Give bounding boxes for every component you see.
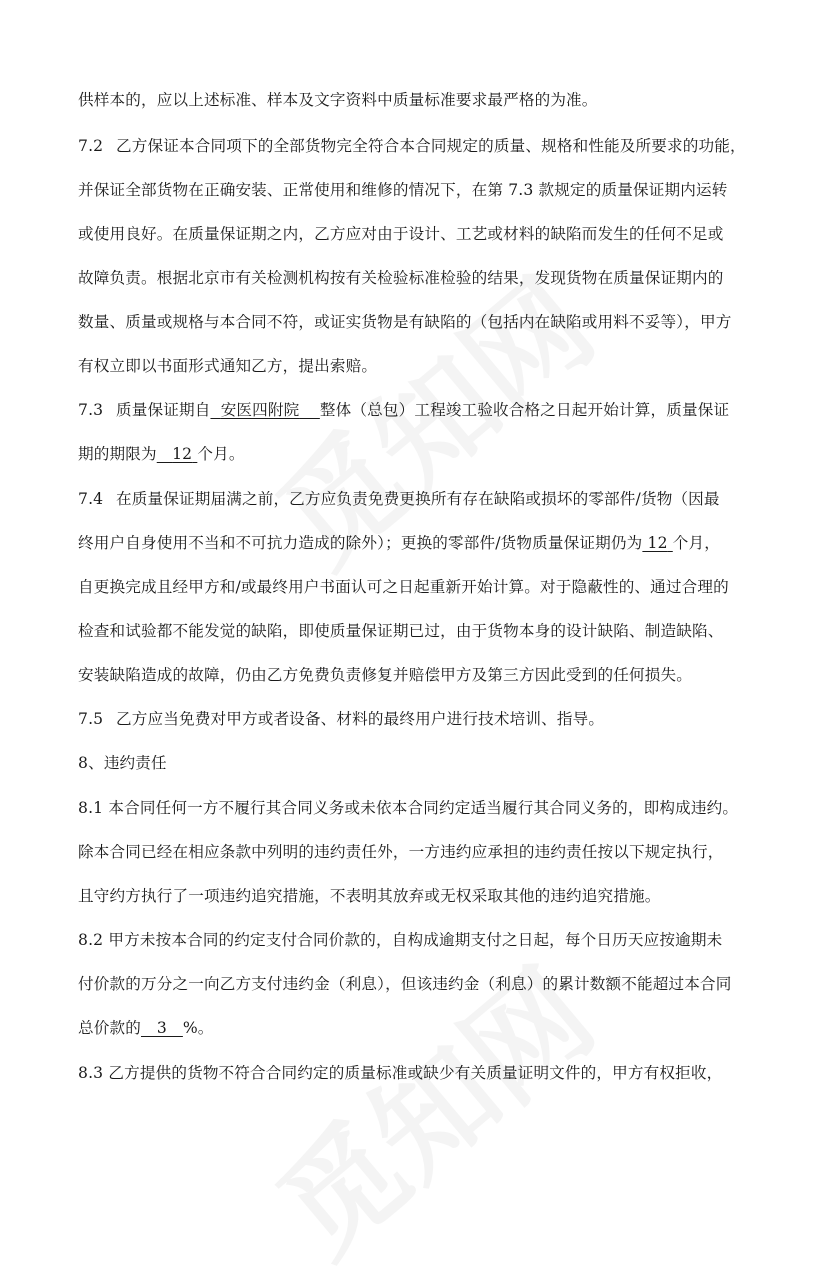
filled-blank xyxy=(157,445,198,463)
clause-text: 乙方应当免费对甲方或者设备、材料的最终用户进行技术培训、指导。 xyxy=(116,710,605,728)
clause-8-2: 8.2 甲方未按本合同的约定支付合同价款的，自构成逾期支付之日起，每个日历天应按逾期未 xyxy=(78,931,723,949)
text-line: 数量、质量或规格与本合同不符，或证实货物是有缺陷的（包括内在缺陷或用料不妥等），甲方 xyxy=(78,313,732,331)
text-line: 安装缺陷造成的故障，仍由乙方免费负责修复并赔偿甲方及第三方因此受到的任何损失。 xyxy=(78,666,693,684)
text-line: 或使用良好。在质量保证期之内，乙方应对由于设计、工艺或材料的缺陷而发生的任何不足或 xyxy=(78,225,724,243)
section-heading: 8、违约责任 xyxy=(78,754,167,772)
text-line: 故障负责。根据北京市有关检测机构按有关检验标准检验的结果，发现货物在质量保证期内的 xyxy=(78,269,724,287)
clause-7-4 xyxy=(78,489,768,509)
clause-text: 个月。 xyxy=(197,445,245,463)
text-line: 且守约方执行了一项违约追究措施，不表明其放弃或无权采取其他的违约追究措施。 xyxy=(78,887,661,905)
clause-number: 7.3 xyxy=(78,401,104,419)
text-line: 供样本的，应以上述标准、样本及文字资料中质量标准要求最严格的为准。 xyxy=(78,91,598,109)
text-line xyxy=(78,533,768,553)
clause-7-3 xyxy=(78,400,768,420)
clause-text: 终用户自身使用不当和不可抗力造成的除外）；更换的零部件/货物质量保证期仍为 xyxy=(78,534,643,552)
text-line xyxy=(78,1018,768,1038)
text-line: 并保证全部货物在正确安装、正常使用和维修的情况下，在第 7.3 款规定的质量保证期内运转 xyxy=(78,181,728,199)
clause-text: 乙方保证本合同项下的全部货物完全符合本合同规定的质量、规格和性能及所要求的功能， xyxy=(116,137,746,155)
text-line xyxy=(78,444,768,464)
clause-7-2 xyxy=(78,136,768,156)
clause-text: %。 xyxy=(182,1019,214,1037)
filled-blank xyxy=(642,534,672,552)
text-line: 付价款的万分之一向乙方支付违约金（利息），但该违约金（利息）的累计数额不能超过本合同 xyxy=(78,975,732,993)
clause-text: 个月， xyxy=(672,534,720,552)
clause-text: 在质量保证期届满之前，乙方应负责免费更换所有存在缺陷或损坏的零部件/货物（因最 xyxy=(116,490,720,508)
filled-value: __3__ xyxy=(140,1019,183,1037)
text-line: 检查和试验都不能发觉的缺陷，即使质量保证期已过，由于货物本身的设计缺陷、制造缺陷、 xyxy=(78,622,724,640)
clause-number: 7.4 xyxy=(78,490,104,508)
clause-number: 7.2 xyxy=(78,137,104,155)
clause-7-5 xyxy=(78,709,768,729)
clause-text: 整体（总包）工程竣工验收合格之日起开始计算，质量保证 xyxy=(319,401,730,419)
clause-text: 质量保证期自 xyxy=(116,401,211,419)
clause-8-3: 8.3 乙方提供的货物不符合合同约定的质量标准或缺少有关质量证明文件的，甲方有权拒收， xyxy=(78,1064,723,1082)
text-line: 有权立即以书面形式通知乙方，提出索赔。 xyxy=(78,357,378,375)
clause-text: 总价款的 xyxy=(78,1019,141,1037)
clause-8-1: 8.1 本合同任何一方不履行其合同义务或未依本合同约定适当履行其合同义务的，即构成违约。 xyxy=(78,799,739,817)
filled-value: 安医四附院 xyxy=(220,401,300,419)
filled-value: 12 xyxy=(647,534,668,552)
text-line: 除本合同已经在相应条款中列明的违约责任外，一方违约应承担的违约责任按以下规定执行， xyxy=(78,843,724,861)
clause-number: 7.5 xyxy=(78,710,104,728)
filled-blank xyxy=(210,401,319,419)
text-line: 自更换完成且经甲方和/或最终用户书面认可之日起重新开始计算。对于隐蔽性的、通过合理的 xyxy=(78,578,729,596)
filled-value: 12 xyxy=(172,445,193,463)
clause-text: 期的期限为 xyxy=(78,445,157,463)
